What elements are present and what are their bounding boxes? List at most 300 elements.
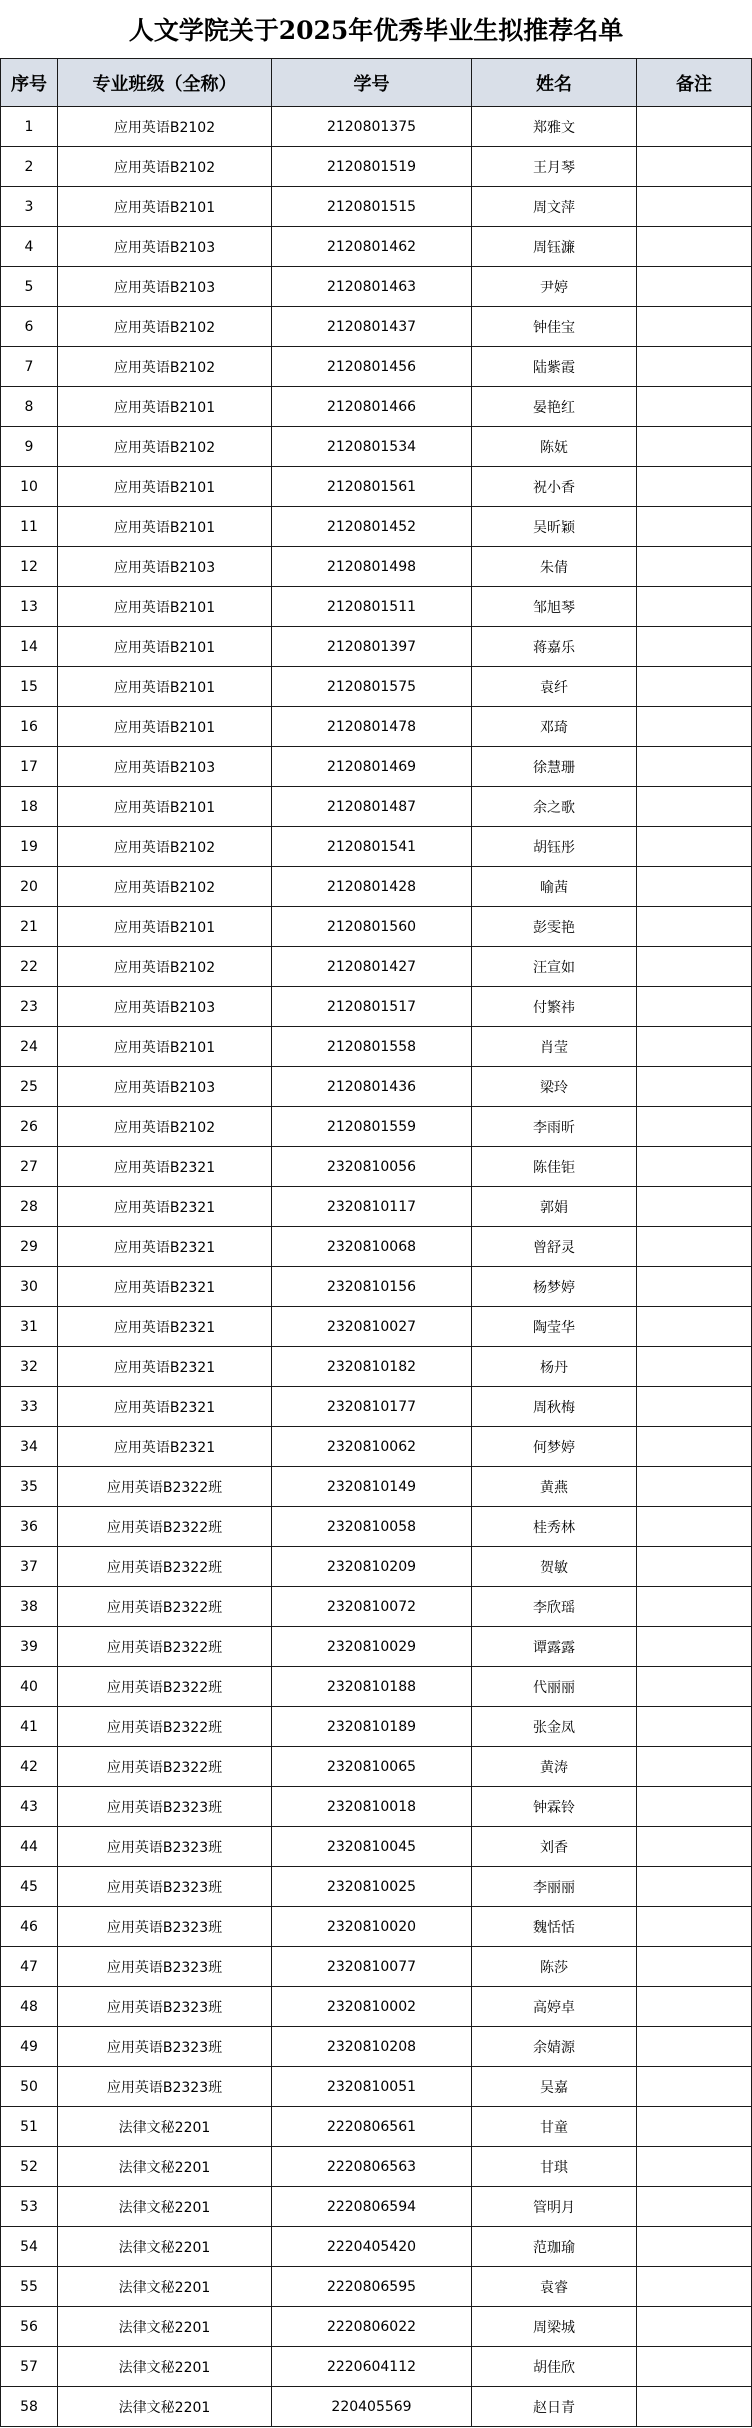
cell-student-id: 2320810068 (272, 1227, 472, 1267)
cell-name: 郑雅文 (472, 107, 637, 147)
cell-index: 43 (1, 1787, 58, 1827)
table-row (1, 347, 752, 387)
cell-class: 应用英语B2101 (58, 1027, 272, 1067)
cell-index: 7 (1, 347, 58, 387)
cell-index: 14 (1, 627, 58, 667)
cell-student-id: 2220806022 (272, 2307, 472, 2347)
cell-name: 赵日青 (472, 2387, 637, 2427)
cell-name: 陈妩 (472, 427, 637, 467)
cell-remarks (637, 1907, 752, 1947)
cell-name: 管明月 (472, 2187, 637, 2227)
cell-remarks (637, 1387, 752, 1427)
cell-name: 陶莹华 (472, 1307, 637, 1347)
header-class: 专业班级（全称） (58, 59, 272, 107)
cell-remarks (637, 2307, 752, 2347)
cell-remarks (637, 227, 752, 267)
table-row (1, 307, 752, 347)
cell-remarks (637, 1467, 752, 1507)
cell-remarks (637, 1027, 752, 1067)
cell-student-id: 2120801456 (272, 347, 472, 387)
cell-remarks (637, 1507, 752, 1547)
table-row (1, 1867, 752, 1907)
cell-name: 郭娟 (472, 1187, 637, 1227)
cell-name: 王月琴 (472, 147, 637, 187)
cell-index: 13 (1, 587, 58, 627)
cell-index: 55 (1, 2267, 58, 2307)
cell-student-id: 2320810027 (272, 1307, 472, 1347)
cell-remarks (637, 467, 752, 507)
cell-class: 应用英语B2102 (58, 147, 272, 187)
cell-name: 肖莹 (472, 1027, 637, 1067)
cell-index: 40 (1, 1667, 58, 1707)
cell-class: 应用英语B2103 (58, 227, 272, 267)
cell-student-id: 2120801469 (272, 747, 472, 787)
cell-class: 应用英语B2103 (58, 267, 272, 307)
cell-name: 彭雯艳 (472, 907, 637, 947)
cell-index: 22 (1, 947, 58, 987)
cell-student-id: 2320810149 (272, 1467, 472, 1507)
cell-remarks (637, 2147, 752, 2187)
cell-student-id: 2120801559 (272, 1107, 472, 1147)
table-row (1, 427, 752, 467)
cell-remarks (637, 1347, 752, 1387)
table-row (1, 1467, 752, 1507)
cell-remarks (637, 867, 752, 907)
cell-index: 20 (1, 867, 58, 907)
cell-class: 应用英语B2323班 (58, 1867, 272, 1907)
cell-class: 应用英语B2101 (58, 587, 272, 627)
cell-index: 36 (1, 1507, 58, 1547)
cell-class: 法律文秘2201 (58, 2347, 272, 2387)
cell-name: 付繁祎 (472, 987, 637, 1027)
cell-student-id: 2220405420 (272, 2227, 472, 2267)
cell-class: 应用英语B2322班 (58, 1707, 272, 1747)
cell-student-id: 2320810209 (272, 1547, 472, 1587)
table-row (1, 187, 752, 227)
cell-remarks (637, 827, 752, 867)
cell-student-id: 2220806594 (272, 2187, 472, 2227)
cell-index: 56 (1, 2307, 58, 2347)
cell-name: 胡钰彤 (472, 827, 637, 867)
cell-name: 钟霖铃 (472, 1787, 637, 1827)
cell-class: 法律文秘2201 (58, 2387, 272, 2427)
cell-index: 35 (1, 1467, 58, 1507)
cell-index: 31 (1, 1307, 58, 1347)
cell-remarks (637, 2387, 752, 2427)
cell-name: 黄燕 (472, 1467, 637, 1507)
table-row (1, 1387, 752, 1427)
cell-name: 尹婷 (472, 267, 637, 307)
cell-student-id: 2320810182 (272, 1347, 472, 1387)
cell-student-id: 2120801560 (272, 907, 472, 947)
cell-name: 周钰濂 (472, 227, 637, 267)
cell-class: 应用英语B2321 (58, 1347, 272, 1387)
cell-student-id: 2120801437 (272, 307, 472, 347)
cell-class: 应用英语B2321 (58, 1187, 272, 1227)
cell-class: 应用英语B2101 (58, 907, 272, 947)
cell-student-id: 2320810156 (272, 1267, 472, 1307)
cell-remarks (637, 1067, 752, 1107)
cell-class: 应用英语B2323班 (58, 2027, 272, 2067)
cell-remarks (637, 427, 752, 467)
cell-remarks (637, 1227, 752, 1267)
cell-student-id: 2120801515 (272, 187, 472, 227)
cell-name: 陆紫霞 (472, 347, 637, 387)
table-row (1, 1347, 752, 1387)
cell-class: 法律文秘2201 (58, 2267, 272, 2307)
table-row (1, 2067, 752, 2107)
cell-index: 26 (1, 1107, 58, 1147)
cell-name: 黄涛 (472, 1747, 637, 1787)
cell-name: 蒋嘉乐 (472, 627, 637, 667)
cell-class: 应用英语B2322班 (58, 1507, 272, 1547)
cell-remarks (637, 787, 752, 827)
cell-index: 52 (1, 2147, 58, 2187)
cell-student-id: 2320810065 (272, 1747, 472, 1787)
cell-index: 12 (1, 547, 58, 587)
table-row (1, 2307, 752, 2347)
cell-class: 应用英语B2102 (58, 867, 272, 907)
table-row (1, 1307, 752, 1347)
table-row (1, 1667, 752, 1707)
cell-index: 10 (1, 467, 58, 507)
cell-student-id: 220405569 (272, 2387, 472, 2427)
cell-index: 29 (1, 1227, 58, 1267)
cell-class: 法律文秘2201 (58, 2147, 272, 2187)
cell-remarks (637, 1827, 752, 1867)
cell-remarks (637, 2067, 752, 2107)
cell-student-id: 2320810072 (272, 1587, 472, 1627)
cell-remarks (637, 947, 752, 987)
cell-remarks (637, 1267, 752, 1307)
table-row (1, 1147, 752, 1187)
cell-class: 应用英语B2102 (58, 827, 272, 867)
cell-student-id: 2320810025 (272, 1867, 472, 1907)
cell-remarks (637, 587, 752, 627)
cell-class: 应用英语B2101 (58, 667, 272, 707)
cell-student-id: 2120801534 (272, 427, 472, 467)
table-row (1, 1507, 752, 1547)
cell-class: 应用英语B2101 (58, 467, 272, 507)
table-row (1, 227, 752, 267)
table-row (1, 547, 752, 587)
cell-index: 33 (1, 1387, 58, 1427)
table-row (1, 467, 752, 507)
cell-index: 57 (1, 2347, 58, 2387)
table-row (1, 1627, 752, 1667)
cell-remarks (637, 2027, 752, 2067)
cell-name: 何梦婷 (472, 1427, 637, 1467)
cell-index: 48 (1, 1987, 58, 2027)
table-row (1, 1067, 752, 1107)
cell-student-id: 2120801511 (272, 587, 472, 627)
cell-student-id: 2320810056 (272, 1147, 472, 1187)
header-name: 姓名 (472, 59, 637, 107)
cell-name: 李雨昕 (472, 1107, 637, 1147)
cell-name: 袁纤 (472, 667, 637, 707)
cell-student-id: 2120801462 (272, 227, 472, 267)
cell-index: 2 (1, 147, 58, 187)
table-row (1, 1107, 752, 1147)
cell-student-id: 2320810051 (272, 2067, 472, 2107)
cell-class: 法律文秘2201 (58, 2187, 272, 2227)
cell-remarks (637, 1867, 752, 1907)
cell-remarks (637, 507, 752, 547)
cell-remarks (637, 2187, 752, 2227)
cell-index: 27 (1, 1147, 58, 1187)
cell-class: 应用英语B2101 (58, 627, 272, 667)
cell-class: 应用英语B2103 (58, 547, 272, 587)
cell-index: 3 (1, 187, 58, 227)
table-row (1, 1187, 752, 1227)
cell-index: 38 (1, 1587, 58, 1627)
cell-class: 应用英语B2321 (58, 1387, 272, 1427)
table-row (1, 267, 752, 307)
cell-index: 34 (1, 1427, 58, 1467)
cell-class: 法律文秘2201 (58, 2107, 272, 2147)
cell-name: 周秋梅 (472, 1387, 637, 1427)
cell-name: 吴昕颖 (472, 507, 637, 547)
cell-index: 47 (1, 1947, 58, 1987)
header-student-id: 学号 (272, 59, 472, 107)
cell-index: 51 (1, 2107, 58, 2147)
cell-name: 邓琦 (472, 707, 637, 747)
cell-remarks (637, 1187, 752, 1227)
cell-class: 应用英语B2321 (58, 1307, 272, 1347)
cell-index: 46 (1, 1907, 58, 1947)
table-body (1, 107, 752, 2427)
cell-student-id: 2320810045 (272, 1827, 472, 1867)
cell-remarks (637, 307, 752, 347)
cell-remarks (637, 1787, 752, 1827)
cell-name: 邹旭琴 (472, 587, 637, 627)
cell-class: 应用英语B2322班 (58, 1547, 272, 1587)
cell-student-id: 2320810177 (272, 1387, 472, 1427)
table-row (1, 867, 752, 907)
cell-class: 应用英语B2101 (58, 187, 272, 227)
cell-name: 李欣瑶 (472, 1587, 637, 1627)
cell-student-id: 2320810002 (272, 1987, 472, 2027)
cell-class: 应用英语B2102 (58, 347, 272, 387)
cell-class: 应用英语B2323班 (58, 1947, 272, 1987)
cell-student-id: 2120801375 (272, 107, 472, 147)
table-row (1, 2027, 752, 2067)
cell-student-id: 2120801519 (272, 147, 472, 187)
cell-remarks (637, 1667, 752, 1707)
cell-class: 应用英语B2101 (58, 787, 272, 827)
cell-class: 应用英语B2102 (58, 947, 272, 987)
cell-class: 应用英语B2102 (58, 307, 272, 347)
cell-class: 应用英语B2322班 (58, 1747, 272, 1787)
cell-remarks (637, 987, 752, 1027)
cell-remarks (637, 2227, 752, 2267)
cell-student-id: 2220806563 (272, 2147, 472, 2187)
table-row (1, 1707, 752, 1747)
cell-class: 应用英语B2322班 (58, 1467, 272, 1507)
cell-student-id: 2120801498 (272, 547, 472, 587)
cell-index: 19 (1, 827, 58, 867)
table-row (1, 667, 752, 707)
cell-name: 钟佳宝 (472, 307, 637, 347)
document-title: 人文学院关于2025年优秀毕业生拟推荐名单 (128, 16, 624, 45)
cell-name: 余之歌 (472, 787, 637, 827)
table-row (1, 2107, 752, 2147)
cell-index: 44 (1, 1827, 58, 1867)
cell-remarks (637, 667, 752, 707)
cell-student-id: 2120801452 (272, 507, 472, 547)
header-index: 序号 (1, 59, 58, 107)
cell-index: 8 (1, 387, 58, 427)
cell-remarks (637, 1627, 752, 1667)
cell-name: 张金凤 (472, 1707, 637, 1747)
cell-name: 晏艳红 (472, 387, 637, 427)
table-row (1, 907, 752, 947)
cell-remarks (637, 1307, 752, 1347)
cell-remarks (637, 1747, 752, 1787)
cell-index: 49 (1, 2027, 58, 2067)
cell-index: 6 (1, 307, 58, 347)
cell-index: 30 (1, 1267, 58, 1307)
table-row (1, 1787, 752, 1827)
table-row (1, 987, 752, 1027)
cell-remarks (637, 2347, 752, 2387)
cell-remarks (637, 1987, 752, 2027)
table-row (1, 1907, 752, 1947)
cell-remarks (637, 2267, 752, 2307)
table-row (1, 2227, 752, 2267)
cell-student-id: 2120801463 (272, 267, 472, 307)
cell-name: 杨梦婷 (472, 1267, 637, 1307)
table-row (1, 1987, 752, 2027)
table-row (1, 1947, 752, 1987)
table-row (1, 2187, 752, 2227)
cell-name: 汪宣如 (472, 947, 637, 987)
cell-name: 李丽丽 (472, 1867, 637, 1907)
cell-index: 17 (1, 747, 58, 787)
cell-name: 高婷卓 (472, 1987, 637, 2027)
table-row (1, 707, 752, 747)
cell-remarks (637, 2107, 752, 2147)
cell-index: 15 (1, 667, 58, 707)
cell-remarks (637, 347, 752, 387)
cell-student-id: 2320810208 (272, 2027, 472, 2067)
cell-student-id: 2320810189 (272, 1707, 472, 1747)
cell-name: 徐慧珊 (472, 747, 637, 787)
cell-remarks (637, 747, 752, 787)
cell-index: 39 (1, 1627, 58, 1667)
cell-remarks (637, 147, 752, 187)
table-row (1, 387, 752, 427)
cell-remarks (637, 387, 752, 427)
cell-student-id: 2120801487 (272, 787, 472, 827)
cell-remarks (637, 1107, 752, 1147)
cell-name: 梁玲 (472, 1067, 637, 1107)
cell-name: 陈莎 (472, 1947, 637, 1987)
cell-index: 50 (1, 2067, 58, 2107)
cell-remarks (637, 1587, 752, 1627)
cell-remarks (637, 187, 752, 227)
table-row (1, 2347, 752, 2387)
cell-index: 58 (1, 2387, 58, 2427)
cell-index: 42 (1, 1747, 58, 1787)
cell-index: 25 (1, 1067, 58, 1107)
cell-student-id: 2320810029 (272, 1627, 472, 1667)
cell-remarks (637, 1147, 752, 1187)
cell-student-id: 2120801436 (272, 1067, 472, 1107)
cell-student-id: 2120801397 (272, 627, 472, 667)
table-row (1, 507, 752, 547)
cell-student-id: 2120801466 (272, 387, 472, 427)
cell-class: 应用英语B2321 (58, 1147, 272, 1187)
cell-student-id: 2320810058 (272, 1507, 472, 1547)
cell-student-id: 2320810018 (272, 1787, 472, 1827)
cell-index: 4 (1, 227, 58, 267)
cell-remarks (637, 1547, 752, 1587)
cell-class: 应用英语B2322班 (58, 1587, 272, 1627)
table-row (1, 2387, 752, 2427)
cell-name: 范珈瑜 (472, 2227, 637, 2267)
cell-remarks (637, 107, 752, 147)
cell-name: 杨丹 (472, 1347, 637, 1387)
cell-student-id: 2320810077 (272, 1947, 472, 1987)
table-row (1, 1027, 752, 1067)
cell-index: 45 (1, 1867, 58, 1907)
cell-remarks (637, 267, 752, 307)
cell-class: 应用英语B2323班 (58, 1827, 272, 1867)
cell-name: 陈佳钜 (472, 1147, 637, 1187)
cell-name: 谭露露 (472, 1627, 637, 1667)
cell-index: 32 (1, 1347, 58, 1387)
cell-name: 甘童 (472, 2107, 637, 2147)
table-row (1, 587, 752, 627)
cell-class: 应用英语B2321 (58, 1427, 272, 1467)
cell-name: 代丽丽 (472, 1667, 637, 1707)
cell-class: 法律文秘2201 (58, 2227, 272, 2267)
cell-class: 应用英语B2322班 (58, 1627, 272, 1667)
table-header-row (1, 59, 752, 107)
cell-name: 胡佳欣 (472, 2347, 637, 2387)
cell-class: 应用英语B2323班 (58, 2067, 272, 2107)
cell-index: 1 (1, 107, 58, 147)
cell-student-id: 2120801561 (272, 467, 472, 507)
cell-index: 41 (1, 1707, 58, 1747)
cell-remarks (637, 907, 752, 947)
cell-student-id: 2120801541 (272, 827, 472, 867)
table-row (1, 1267, 752, 1307)
cell-class: 应用英语B2102 (58, 427, 272, 467)
table-row (1, 1827, 752, 1867)
cell-class: 法律文秘2201 (58, 2307, 272, 2347)
cell-class: 应用英语B2101 (58, 387, 272, 427)
cell-remarks (637, 547, 752, 587)
table-row (1, 1227, 752, 1267)
cell-student-id: 2120801558 (272, 1027, 472, 1067)
cell-index: 53 (1, 2187, 58, 2227)
table-row (1, 627, 752, 667)
table-row (1, 1427, 752, 1467)
cell-class: 应用英语B2103 (58, 747, 272, 787)
cell-name: 桂秀林 (472, 1507, 637, 1547)
cell-student-id: 2120801427 (272, 947, 472, 987)
cell-index: 28 (1, 1187, 58, 1227)
cell-index: 24 (1, 1027, 58, 1067)
cell-name: 曾舒灵 (472, 1227, 637, 1267)
cell-student-id: 2320810188 (272, 1667, 472, 1707)
cell-class: 应用英语B2323班 (58, 1907, 272, 1947)
cell-remarks (637, 1947, 752, 1987)
cell-name: 余婧源 (472, 2027, 637, 2067)
cell-remarks (637, 707, 752, 747)
